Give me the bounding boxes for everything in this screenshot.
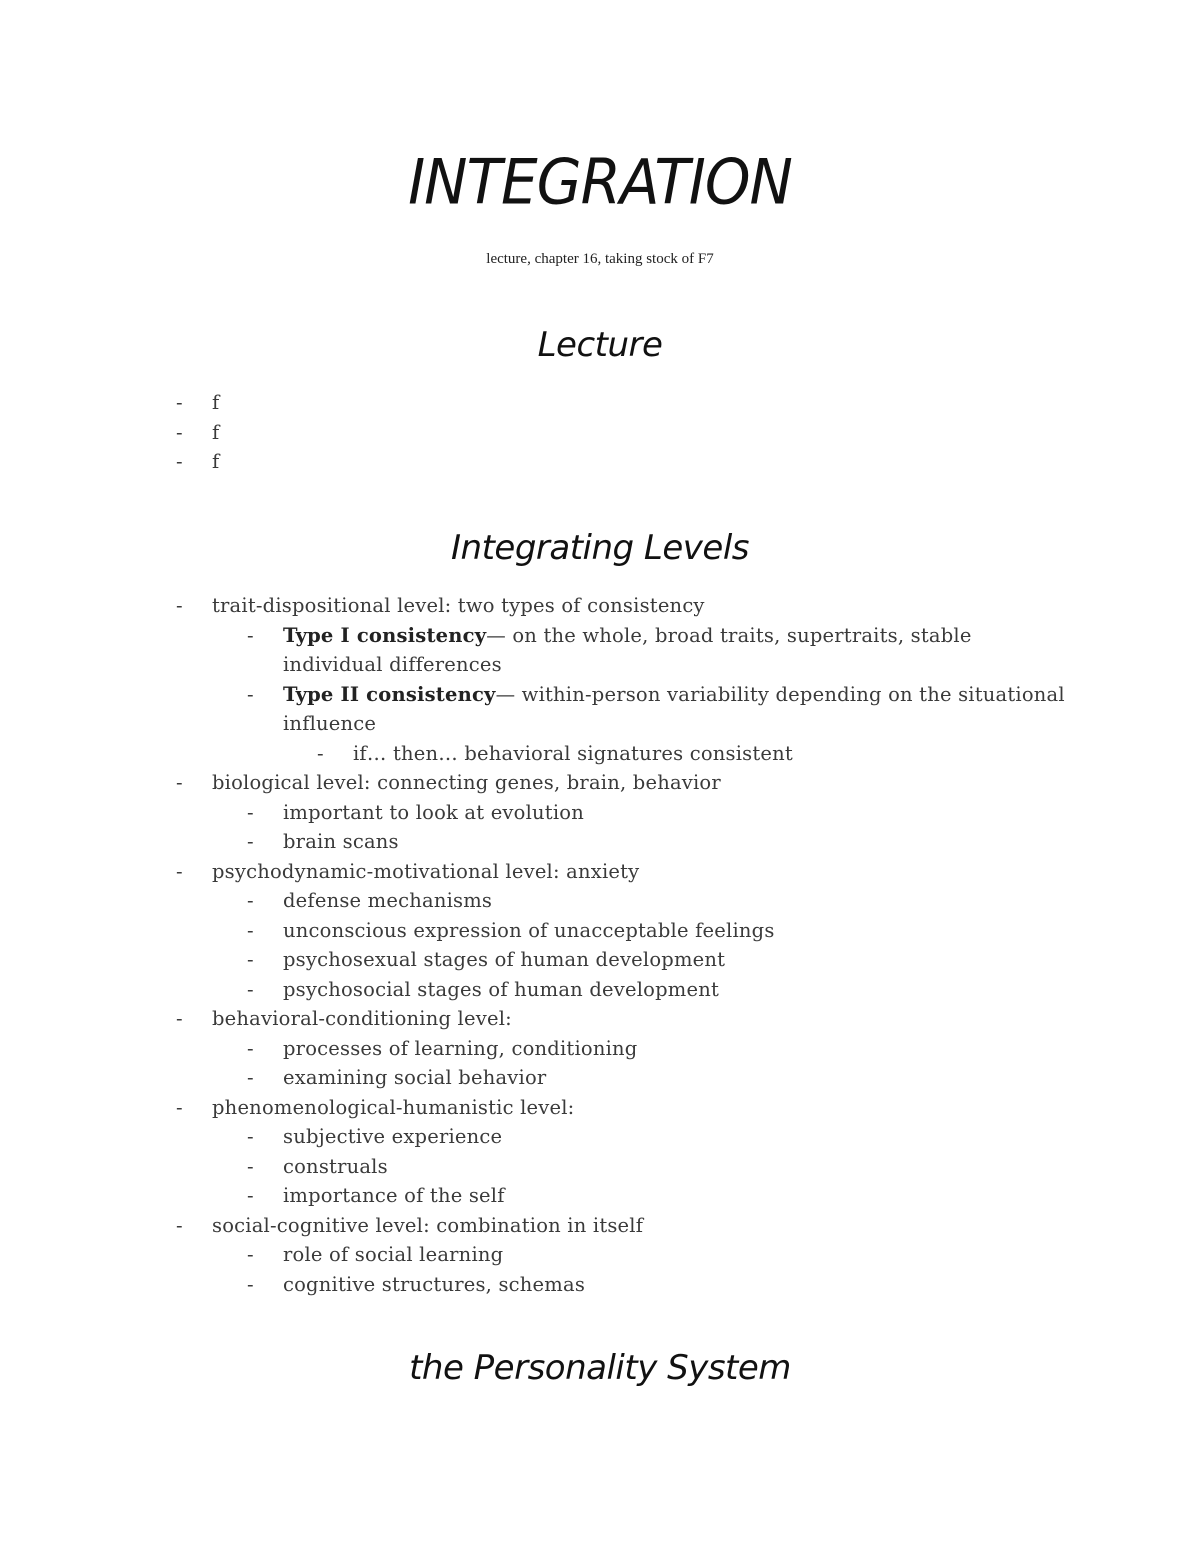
list-item: - brain scans xyxy=(247,830,399,853)
list-item: - importance of the self xyxy=(247,1184,505,1207)
list-item: - f xyxy=(0,388,1200,418)
list-item: - cognitive structures, schemas xyxy=(247,1272,586,1296)
list-item-social-cognitive-level: - social-cognitive level: combination in itself xyxy=(176,1213,644,1237)
list-item: - role of social learning xyxy=(247,1243,504,1266)
list-item-biological-level: - biological level: connecting genes, brain, behavior xyxy=(176,771,721,794)
list-item: - defense mechanisms xyxy=(247,889,493,912)
integrating-levels-list xyxy=(0,591,1200,1299)
list-item-ifthen: - if… then… behavioral signatures consistent xyxy=(317,741,793,765)
list-item: - psychosexual stages of human development xyxy=(247,948,726,971)
list-item-trait-level: - trait-dispositional level: two types of consistency xyxy=(176,594,705,617)
list-item: - psychosocial stages of human development xyxy=(247,977,720,1001)
list-item: - f xyxy=(0,418,1200,448)
document-subtitle: lecture, chapter 16, taking stock of F7 xyxy=(486,251,714,267)
lecture-list xyxy=(0,388,1200,477)
list-item: - important to look at evolution xyxy=(247,800,584,824)
list-item: - f xyxy=(0,447,1200,477)
bullet-dash: - xyxy=(176,450,183,473)
bullet-dash: - xyxy=(176,420,183,444)
list-item-behavioral-level: - behavioral-conditioning level: xyxy=(176,1007,512,1030)
section-heading-lecture: Lecture xyxy=(537,325,663,365)
list-item: - subjective experience xyxy=(247,1125,503,1148)
bullet-dash: - xyxy=(176,391,183,414)
list-item: - unconscious expression of unacceptable feelings xyxy=(247,918,775,942)
document-title: INTEGRATION xyxy=(408,145,792,219)
list-item: - construals xyxy=(247,1154,388,1178)
section-heading-personality-system: the Personality System xyxy=(409,1348,791,1388)
section-heading-integrating-levels: Integrating Levels xyxy=(451,528,749,568)
list-item: - processes of learning, conditioning xyxy=(247,1036,638,1060)
list-item-type2: - Type II consistency— within-person variability depending on the situational influence xyxy=(247,682,1065,735)
list-item-type1: - Type I consistency— on the whole, broad traits, supertraits, stable individual differences xyxy=(247,623,972,676)
list-item-phenomenological-level: - phenomenological-humanistic level: xyxy=(176,1095,575,1119)
list-item: - examining social behavior xyxy=(247,1066,547,1089)
list-item-psychodynamic-level: - psychodynamic-motivational level: anxiety xyxy=(176,859,640,883)
